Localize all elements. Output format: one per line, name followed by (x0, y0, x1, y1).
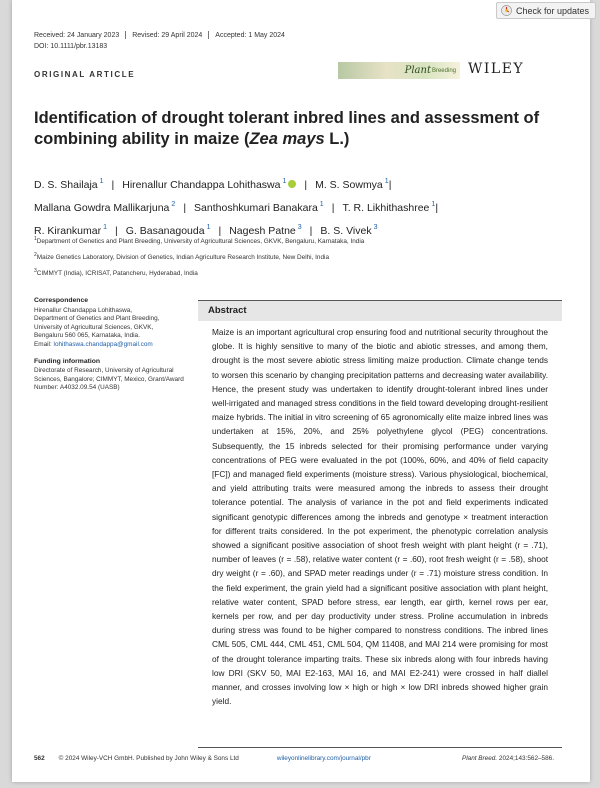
journal-name: Plant (404, 65, 431, 76)
check-updates-icon (501, 5, 512, 16)
species-name: Zea mays (249, 130, 325, 148)
affiliation-marker: 1 (99, 178, 104, 185)
journal-link[interactable]: wileyonlinelibrary.com/journal/pbr (276, 755, 371, 762)
affiliation-marker: 1 (384, 178, 389, 185)
date-divider (125, 31, 126, 39)
citation: Plant Breed. 2024;143:562–586. (461, 755, 554, 762)
email-link[interactable]: lohithaswa.chandappa@gmail.com (53, 340, 153, 348)
author-name[interactable]: Santhoshkumari Banakara $^1$ | (194, 201, 335, 214)
abstract-section (198, 300, 562, 748)
funding-text: Directorate of Research, University of Agricultural Sciences, Bangalore; CIMMYT, Mexico, Grant/Award Number: A4032.09.54 (UASB) (34, 367, 184, 392)
revised-date: Revised: 29 April 2024 (132, 31, 203, 39)
author-name[interactable]: D. S. Shailaja $^1$ | (34, 178, 115, 191)
received-date: Received: 24 January 2023 (34, 31, 120, 39)
affiliations (34, 236, 554, 284)
affiliation-marker: 3 (373, 224, 378, 231)
author-name[interactable]: T. R. Likhithashree $^1$ (342, 201, 436, 214)
author-name[interactable]: R. Kirankumar $^1$ | (34, 224, 118, 237)
affiliation-marker: 1 (431, 201, 436, 208)
check-for-updates-button[interactable] (496, 2, 596, 19)
correspondence: Correspondence Hirenallur Chandappa Lohithaswa, Department of Genetics and Plant Breeding, University of Agricultural Sciences, GKVK, Bengaluru 560 065, Karnataka, India. Email: lohithaswa.chandappa@gmail.com (34, 297, 184, 350)
doi[interactable]: DOI: 10.1111/pbr.13183 (34, 43, 108, 50)
date-divider (208, 31, 209, 39)
affiliation: $^2$Maize Genetics Laboratory, Division of Genetics, Indian Agriculture Research Institute, New Delhi, India (34, 252, 329, 261)
affiliation-marker: 1 (103, 224, 108, 231)
affiliation-marker: 2 (171, 201, 176, 208)
article-type: ORIGINAL ARTICLE (34, 70, 136, 79)
author-name[interactable]: M. S. Sowmya $^1$ (315, 178, 389, 191)
author-name[interactable]: Mallana Gowdra Mallikarjuna $^2$ | (34, 201, 187, 214)
journal-logo (338, 62, 460, 79)
author-list: D. S. Shailaja $^1$ | Hirenallur Chandappa Lohithaswa $^1$ | M. S. Sowmya $^1$| Mallana Gowdra Mallikarjuna $^2$ | Santhoshkumari Banakara $^1$ | T. R. Likhithashree $^1$| R. Kirankumar $^1$ | G. Basanagouda $^1$ | Nagesh Patne $^3$ | B. S. Vivek $^3$ (34, 178, 439, 237)
affiliation-marker: 3 (297, 224, 302, 231)
affiliation-marker: 1 (206, 224, 211, 231)
copyright: © 2024 Wiley-VCH GmbH. Published by John Wiley & Sons Ltd (58, 755, 239, 762)
article-dates (34, 31, 285, 39)
accepted-date: Accepted: 1 May 2024 (215, 31, 285, 39)
affiliation: $^1$Department of Genetics and Plant Breeding, University of Agricultural Sciences, GKVK, Bengaluru, Karnataka, India (34, 236, 365, 245)
orcid-icon[interactable] (288, 180, 296, 188)
journal-name-sub: Breeding (431, 67, 456, 74)
author-name[interactable]: B. S. Vivek $^3$ (320, 224, 378, 237)
funding-heading: Funding information (34, 357, 101, 365)
article-title: Identification of drought tolerant inbred lines and assessment of combining ability in maize (Zea mays L.) (34, 109, 540, 148)
author-name[interactable]: Hirenallur Chandappa Lohithaswa $^1$ | (122, 178, 308, 191)
affiliation-marker: 1 (282, 178, 287, 185)
correspondence-heading: Correspondence (34, 297, 89, 304)
abstract-heading: Abstract (198, 301, 562, 321)
sidebar-info (34, 297, 184, 401)
page-number: 562 (34, 755, 45, 762)
author-name[interactable]: G. Basanagouda $^1$ | (125, 224, 222, 237)
affiliation: $^3$CIMMYT (India), ICRISAT, Patancheru, Hyderabad, India (34, 268, 198, 277)
affiliation-marker: 1 (319, 201, 324, 208)
check-updates-label: Check for updates (515, 5, 589, 16)
funding-information (34, 358, 184, 393)
publisher-logo: WILEY (468, 61, 525, 77)
author-name[interactable]: Nagesh Patne $^3$ | (229, 224, 313, 237)
page-footer (34, 755, 554, 762)
abstract-body: Maize is an important agricultural crop ensuring food and nutritional security throughout the globe. It is highly sensitive to many of the biotic and abiotic stresses, and among them, drought is the most severe abiotic stress limiting maize production. Climate change tends to worsen this scenario by changing precipitation patterns and decreasing water availability. Hence, the present study was undertaken to identify drought-tolerant inbred lines under well-irrigated and managed stress conditions in the field toward developing drought-resilient maize hybrids. The initial in vitro screening of 65 agronomically elite maize inbred lines was undertaken at 15%, 20%, and 25% polyethylene glycol (PEG) concentrations. Subsequently, the 15 inbreds selected for their promising performance under varying concentrations of PEG were evaluated in the pot (100%, 60%, and 40% of field capacity [FC]) and managed field experiments (moisture stress). Various physiological, biochemical, and yield attributing traits were measured among the inbreds to assess their drought tolerance potential. The analysis of variance in the pot and field experiments indicated significant genotypic differences among the inbreds and genotype × treatment interaction for different traits considered. In the pot experiment, the phenotypic correlation analysis showed a significant positive association of shoot fresh weight with plant height (r = .71), number of leaves (r = .58), relative water content (r = .60), root fresh weight (r = .58), shoot dry weight (r = .60), and SPAD meter readings under (r = .71) moisture stress condition. In the field experiment, the grain yield had a significant positive association with plant height, relative water content, SPAD before stress, ear length, ear girth, kernel rows per ear, kernels per row, and per day productivity under stress. Proline accumulation in inbreds during stress was found to be higher compared to nonstress conditions. The inbred lines CML 505, CML 444, CML 451, CML 504, QM 11408, and MAI 214 were promising for most of the drought tolerance imparting traits. These six inbreds along with four inbreds having low DRI (SKV 50, MAI E2-163, MAI 16, and MAI E2-241) were crossed in half diallel manner, and crosses involving low × high or high × low DRI inbreds showed higher grain yield. (212, 327, 548, 707)
